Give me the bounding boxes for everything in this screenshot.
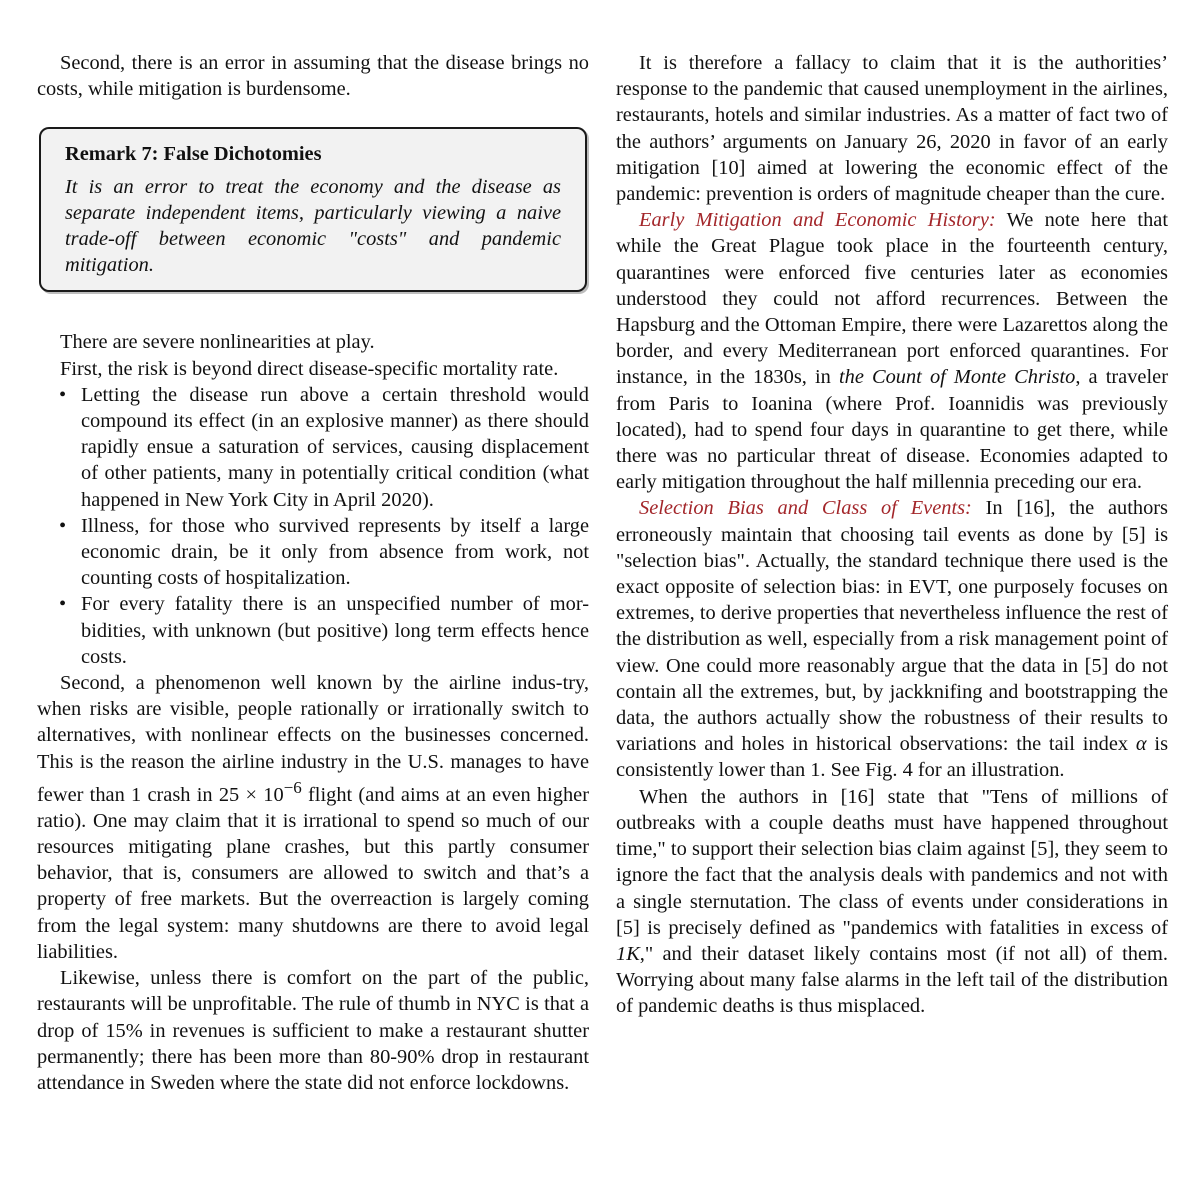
left-column (37, 50, 589, 1096)
math-1k: 1K (616, 942, 640, 965)
paragraph-costs: Second, there is an error in assuming that the disease brings no costs, while mitigation is burdensome. (37, 52, 589, 101)
remark-body: It is an error to treat the economy and the disease as separate independent items, particularly viewing a naive trade-off between economic "costs" and pandemic mitigation. (65, 175, 561, 277)
bullet-icon: • (59, 593, 67, 616)
remark-title: Remark 7: False Dichotomies (65, 143, 322, 166)
exponent-power: −6 (283, 777, 302, 797)
paragraph-first: First, the risk is beyond direct disease-specific mortality rate. (60, 357, 559, 380)
book-title: the Count of Monte Christo (838, 366, 1076, 389)
paragraph-restaurants: Likewise, unless there is comfort on the part of the public, restaurants will be unprofitable. The rule of thumb in NYC is that a drop of 15% in revenues is sufficient to make a restaurant shutter permanently; there has been more than 80-90% drop in restaurant attendance in Sweden where the state did not enforce lockdowns. (37, 967, 589, 1094)
bullet-list (37, 382, 589, 670)
early-text-b: , a traveler from Paris to Ioanina (where Prof. Ioannidis was previously located), had to spend four days in quarantine to get there, while there was no particular threat of disease. Economies adapted to early mitigation throughout the half millennia preceding our era. (616, 366, 1168, 494)
list-item-text: Letting the disease run above a certain threshold would compound its effect (in an explosive manner) as there should rapidly ensue a saturation of services, causing displacement of other patients, many in potentially critical condition (what happened in New York City in April 2020). (81, 383, 589, 511)
list-item (37, 591, 589, 670)
selection-text-a: In [16], the authors erroneously maintain that choosing tail events as done by [5] is "selection bias". Actually, the standard technique there used is the exact opposite of selection bias: in EVT, one purposely focuses on extremes, to derive properties that nevertheless influence the rest of the distribution as well, especially from a risk management point of view. One could more reasonably argue that the data in [5] do not contain all the extremes, but, by jackknifing and bootstrapping the data, the authors actually show the robustness of their results to variations and holes in historical observations: the tail index (616, 497, 1168, 756)
list-item-text: Illness, for those who survived represents by itself a large economic drain, be it only from absence from work, not counting costs of hospitalization. (81, 514, 589, 590)
bullet-icon: • (59, 383, 67, 406)
paragraph-airline-text-a: Second, a phenomenon well known by the airline indus-try, when risks are visible, people rationally or irrationally switch to alternatives, with nonlinear effects on the businesses concerned. This is the reason the airline industry in the U.S. manages to have fewer than 1 crash in 25 × (37, 672, 589, 806)
right-column (616, 50, 1168, 1020)
alpha-symbol: α (1135, 733, 1147, 756)
bullet-icon: • (59, 514, 67, 537)
paragraph-nonlinearities: There are severe nonlinearities at play. (60, 331, 375, 354)
paragraph-heading-early-mitigation: Early Mitigation and Economic History: (639, 209, 996, 232)
early-text-a: We note here that while the Great Plague took place in the fourteenth century, quarantines were enforced five centuries later as economies understood they could not afford recurrences. Between the Hapsburg and the Ottoman Empire, there were Lazarettos along the border, and every Mediterranean port enforced quarantines. For instance, in the 1830s, in (616, 209, 1168, 389)
list-item (37, 513, 589, 592)
selection-text-b: is consistently lower than 1. See Fig. 4 for an illustration. (616, 733, 1169, 782)
paragraph-fallacy: It is therefore a fallacy to claim that it is the authorities’ response to the pandemic that caused unemployment in the airlines, restaurants, hotels and similar industries. As a matter of fact two of the authors’ arguments on January 26, 2020 in favor of an early mitigation [10] aimed at lowering the economic effect of the pandemic: prevention is orders of magnitude cheaper than the cure. (616, 52, 1168, 206)
outbreaks-text-b: ," and their dataset likely contains most (if not all) of them. Worrying about many false alarms in the left tail of the distribution of pandemic deaths is thus misplaced. (616, 942, 1168, 1018)
paragraph-heading-selection-bias: Selection Bias and Class of Events: (639, 497, 972, 520)
list-item (37, 382, 589, 513)
exponent-base: 10 (257, 783, 284, 806)
remark-box (39, 127, 587, 292)
paragraph-early-mitigation (616, 207, 1168, 495)
paragraph-selection-bias (616, 495, 1168, 783)
paragraph-airline (37, 670, 589, 965)
paragraph-outbreaks (616, 784, 1168, 1020)
paragraph-airline-text-b: flight (and aims at an even higher ratio). One may claim that it is irrational to spend so much of our resources mitigating plane crashes, but this partly consumer behavior, that is, consumers are allowed to switch and that’s a property of free markets. But the overreaction is largely coming from the legal system: many shutdowns are there to avoid legal liabilities. (37, 783, 589, 963)
list-item-text: For every fatality there is an unspecified number of mor-bidities, with unknown (but positive) long term effects hence costs. (81, 593, 589, 668)
outbreaks-text-a: When the authors in [16] state that "Tens of millions of outbreaks with a couple deaths must have happened throughout time," to support their selection bias claim against [5], they seem to ignore the fact that the analysis deals with pandemics and not with a single sternutation. The class of events under considerations in [5] is precisely defined as "pandemics with fatalities in excess of (616, 785, 1168, 939)
